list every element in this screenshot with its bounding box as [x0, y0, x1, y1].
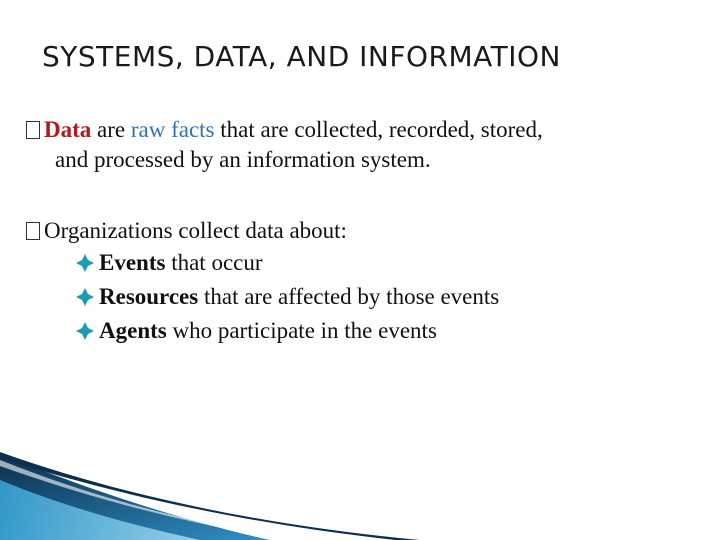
text-are: are [91, 117, 131, 142]
bullet-text: Organizations collect data about: [44, 218, 347, 243]
bullet-organizations [26, 216, 499, 348]
diamond-bullet-icon [74, 320, 96, 342]
resources-rest: that are affected by those events [198, 284, 500, 309]
box-bullet-icon [26, 222, 40, 240]
bullet-row [26, 115, 696, 145]
box-bullet-icon [26, 121, 40, 139]
term-raw-facts: raw facts [130, 117, 215, 142]
decorative-corner-swoosh [0, 440, 720, 540]
sub-bullet-list [74, 246, 499, 348]
term-agents: Agents [99, 318, 167, 343]
bullet-row [26, 216, 499, 246]
sub-bullet-events [74, 246, 499, 280]
diamond-bullet-icon [74, 286, 96, 308]
bullet-continuation: and processed by an information system. [55, 147, 431, 172]
text-rest-line1: that are collected, recorded, stored, [214, 117, 543, 142]
agents-rest: who participate in the events [166, 318, 437, 343]
term-events: Events [99, 250, 166, 275]
sub-bullet-resources [74, 280, 499, 314]
term-resources: Resources [99, 284, 199, 309]
slide-title: SYSTEMS, DATA, AND INFORMATION [42, 40, 561, 73]
bullet-text [44, 115, 543, 145]
term-data: Data [44, 117, 92, 142]
events-rest: that occur [165, 250, 263, 275]
bullet-data-definition [26, 115, 696, 175]
diamond-bullet-icon [74, 252, 96, 274]
sub-bullet-agents [74, 314, 499, 348]
